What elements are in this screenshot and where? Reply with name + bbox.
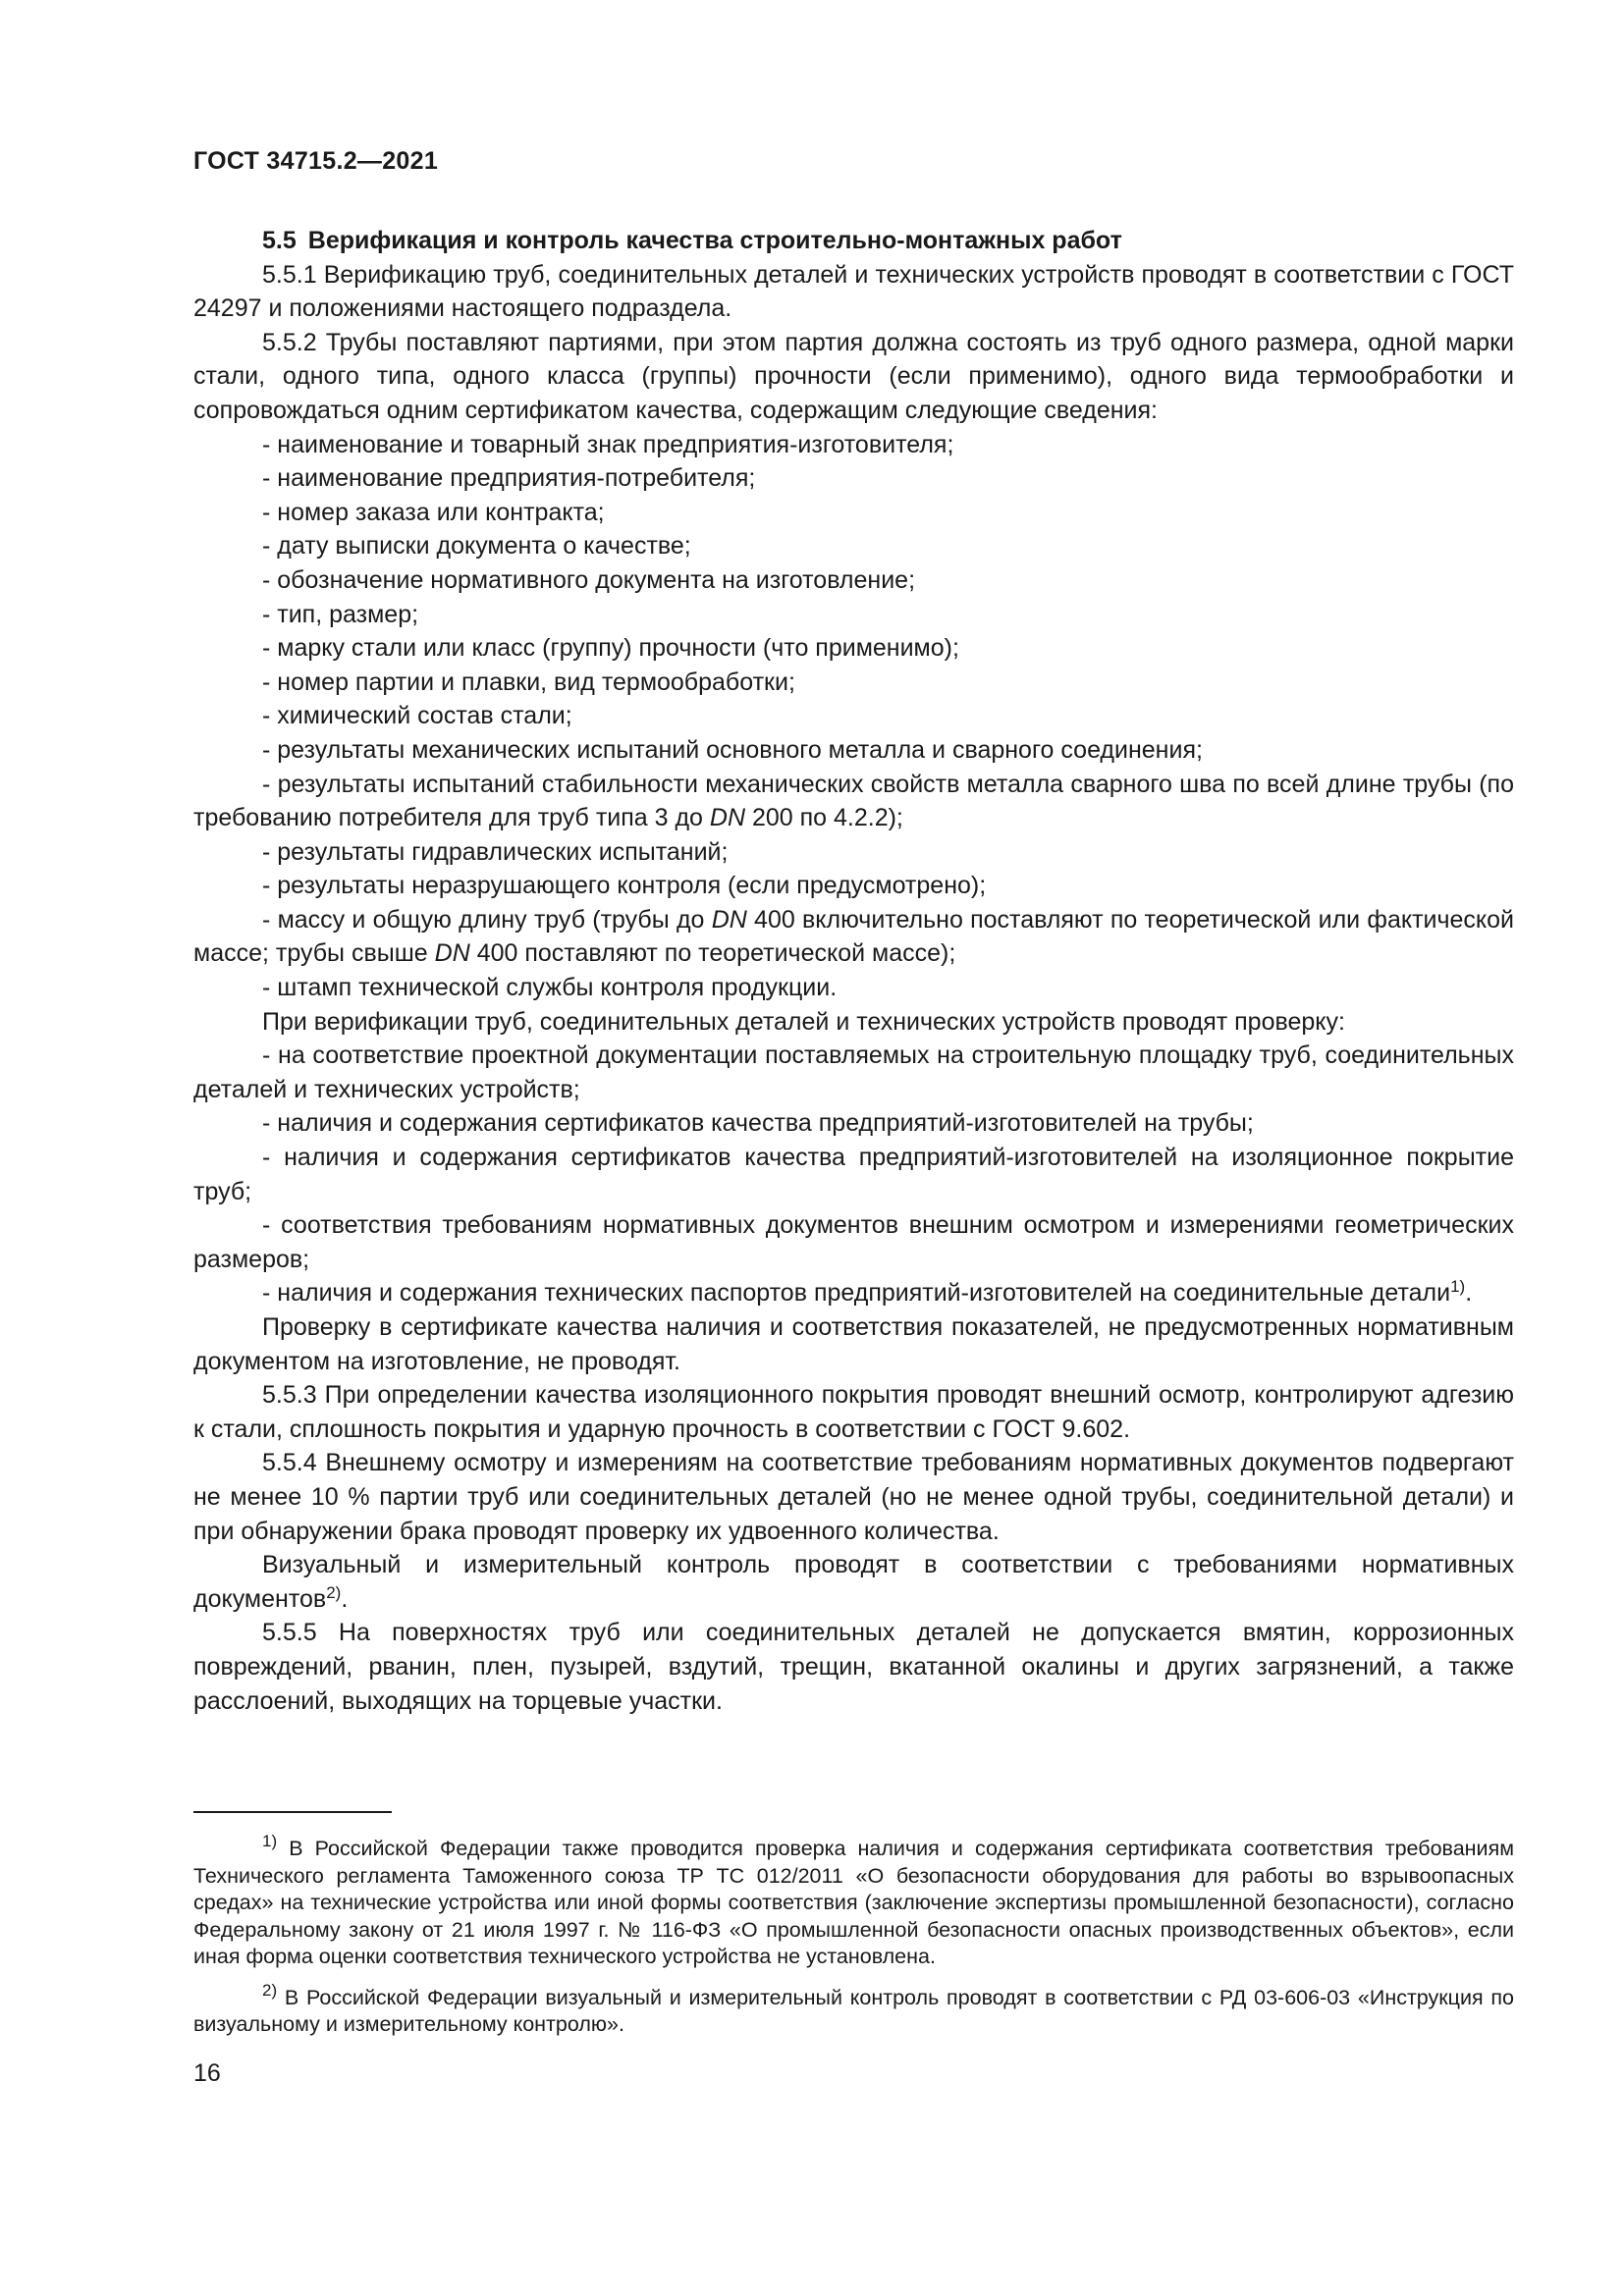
list-item: - химический состав стали;: [262, 702, 572, 730]
list-item-mass: [193, 903, 1514, 971]
footnote-ref-2[interactable]: 2): [326, 1582, 342, 1602]
text-fragment: .: [341, 1584, 349, 1613]
footnote-text: В Российской Федерации также проводится проверка наличия и содержания сертификата соответствия требованиям Технического регламента Таможенного союза ТР ТС 012/2011 «О безопасности оборудования для работы во взрывоопасных средах» на технические устройства или иной формы соответствия (заключение экспертизы промышленной безопасности), согласно Федеральному закону от 21 июля 1997 г. № 116-ФЗ «О промышленной безопасности опасных производственных объектов», если иная форма оценки соответствия технического устройства не установлена.: [193, 1837, 1514, 1968]
paragraph-5-5-3: 5.5.3 При определении качества изоляционного покрытия проводят внешний осмотр, контролируют адгезию к стали, сплошность покрытия и ударную прочность в соответствии с ГОСТ 9.602.: [193, 1381, 1514, 1443]
footnote-2: [193, 1980, 1514, 2039]
list-item: - наличия и содержания сертификатов качества предприятий-изготовителей на трубы;: [262, 1109, 1254, 1138]
list-item-stability: [193, 768, 1514, 835]
list-item: - соответствия требованиям нормативных документов внешним осмотром и измерениями геометрических размеров;: [193, 1211, 1514, 1273]
list-item: - тип, размер;: [262, 600, 419, 628]
list-item: - результаты гидравлических испытаний;: [262, 837, 729, 866]
footnote-1: [193, 1832, 1514, 1971]
document-code-header: ГОСТ 34715.2—2021: [193, 147, 439, 175]
text-fragment: - наличия и содержания технических паспортов предприятий-изготовителей на соединительные детали: [262, 1279, 1451, 1308]
list-item: - наименование предприятия-потребителя;: [262, 464, 756, 493]
footnote-ref-1[interactable]: 1): [1450, 1277, 1466, 1297]
list-item: - обозначение нормативного документа на изготовление;: [262, 565, 916, 594]
verification-intro: При верификации труб, соединительных деталей и технических устройств проводят проверку:: [262, 1007, 1345, 1036]
text-fragment: 400 поставляют по теоретической массе);: [469, 939, 956, 968]
document-body: [193, 224, 1514, 1718]
section-title: Верификация и контроль качества строительно-монтажных работ: [307, 227, 1122, 254]
list-item: - результаты механических испытаний основного металла и сварного соединения;: [262, 735, 1203, 764]
footnote-mark: 1): [262, 1832, 278, 1850]
dn-symbol: DN: [709, 804, 746, 832]
footnotes: [193, 1832, 1514, 2039]
section-heading: [193, 224, 1514, 258]
text-fragment: - массу и общую длину труб (трубы до: [262, 905, 712, 934]
dn-symbol: DN: [434, 939, 470, 968]
list-item-passports: [193, 1276, 1514, 1310]
text-fragment: Визуальный и измерительный контроль проводят в соответствии с требованиями нормативных документов: [193, 1551, 1514, 1613]
visual-control-paragraph: [193, 1548, 1514, 1616]
page-number: 16: [193, 2059, 221, 2087]
list-item: - номер партии и плавки, вид термообработки;: [262, 667, 795, 696]
section-number: 5.5: [262, 227, 297, 254]
text-fragment: - результаты испытаний стабильности механических свойств металла сварного шва по всей длине трубы (по требованию потребителя для труб типа 3 до: [193, 770, 1514, 832]
list-item: - номер заказа или контракта;: [262, 498, 605, 526]
footnote-text: В Российской Федерации визуальный и измерительный контроль проводят в соответствии с РД 03-606-03 «Инструкция по визуальному и измерительному контролю».: [193, 1985, 1514, 2036]
list-item: - результаты неразрушающего контроля (если предусмотрено);: [262, 872, 987, 900]
list-item: - дату выписки документа о качестве;: [262, 532, 691, 561]
footnote-mark: 2): [262, 1980, 278, 2000]
paragraph-5-5-5: 5.5.5 На поверхностях труб или соединительных деталей не допускается вмятин, коррозионных повреждений, рванин, плен, пузырей, вздутий, трещин, вкатанной окалины и других загрязнений, а также расслоений, выходящих на торцевые участки.: [193, 1619, 1514, 1715]
paragraph-5-5-4: 5.5.4 Внешнему осмотру и измерениям на соответствие требованиям нормативных документов подвергают не менее 10 % партии труб или соединительных деталей (но не менее одной трубы, соединительной детали) и при обнаружении брака проводят проверку их удвоенного количества.: [193, 1449, 1514, 1545]
text-fragment: 200 по 4.2.2);: [745, 804, 903, 832]
check-note: Проверку в сертификате качества наличия и соответствия показателей, не предусмотренных нормативным документом на изготовление, не проводят.: [193, 1313, 1514, 1375]
list-item: - марку стали или класс (группу) прочности (что применимо);: [262, 634, 959, 663]
paragraph-5-5-1: 5.5.1 Верификацию труб, соединительных деталей и технических устройств проводят в соответствии с ГОСТ 24297 и положениями настоящего подраздела.: [193, 260, 1514, 323]
list-item: - наличия и содержания сертификатов качества предприятий-изготовителей на изоляционное покрытие труб;: [193, 1144, 1514, 1205]
list-item: - штамп технической службы контроля продукции.: [262, 974, 838, 1002]
text-fragment: .: [1465, 1279, 1473, 1308]
dn-symbol: DN: [711, 905, 747, 934]
paragraph-5-5-2: 5.5.2 Трубы поставляют партиями, при этом партия должна состоять из труб одного размера, одной марки стали, одного типа, одного класса (группы) прочности (если применимо), одного вида термообработки и сопровождаться одним сертификатом качества, содержащим следующие сведения:: [193, 328, 1514, 424]
text-fragment: 400 включительно поставляют по теоретической или фактической массе; трубы свыше: [193, 905, 1514, 968]
list-item: - наименование и товарный знак предприятия-изготовителя;: [262, 430, 954, 458]
list-item: - на соответствие проектной документации поставляемых на строительную площадку труб, соединительных деталей и технических устройств;: [193, 1041, 1514, 1103]
footnote-divider: [193, 1811, 392, 1813]
